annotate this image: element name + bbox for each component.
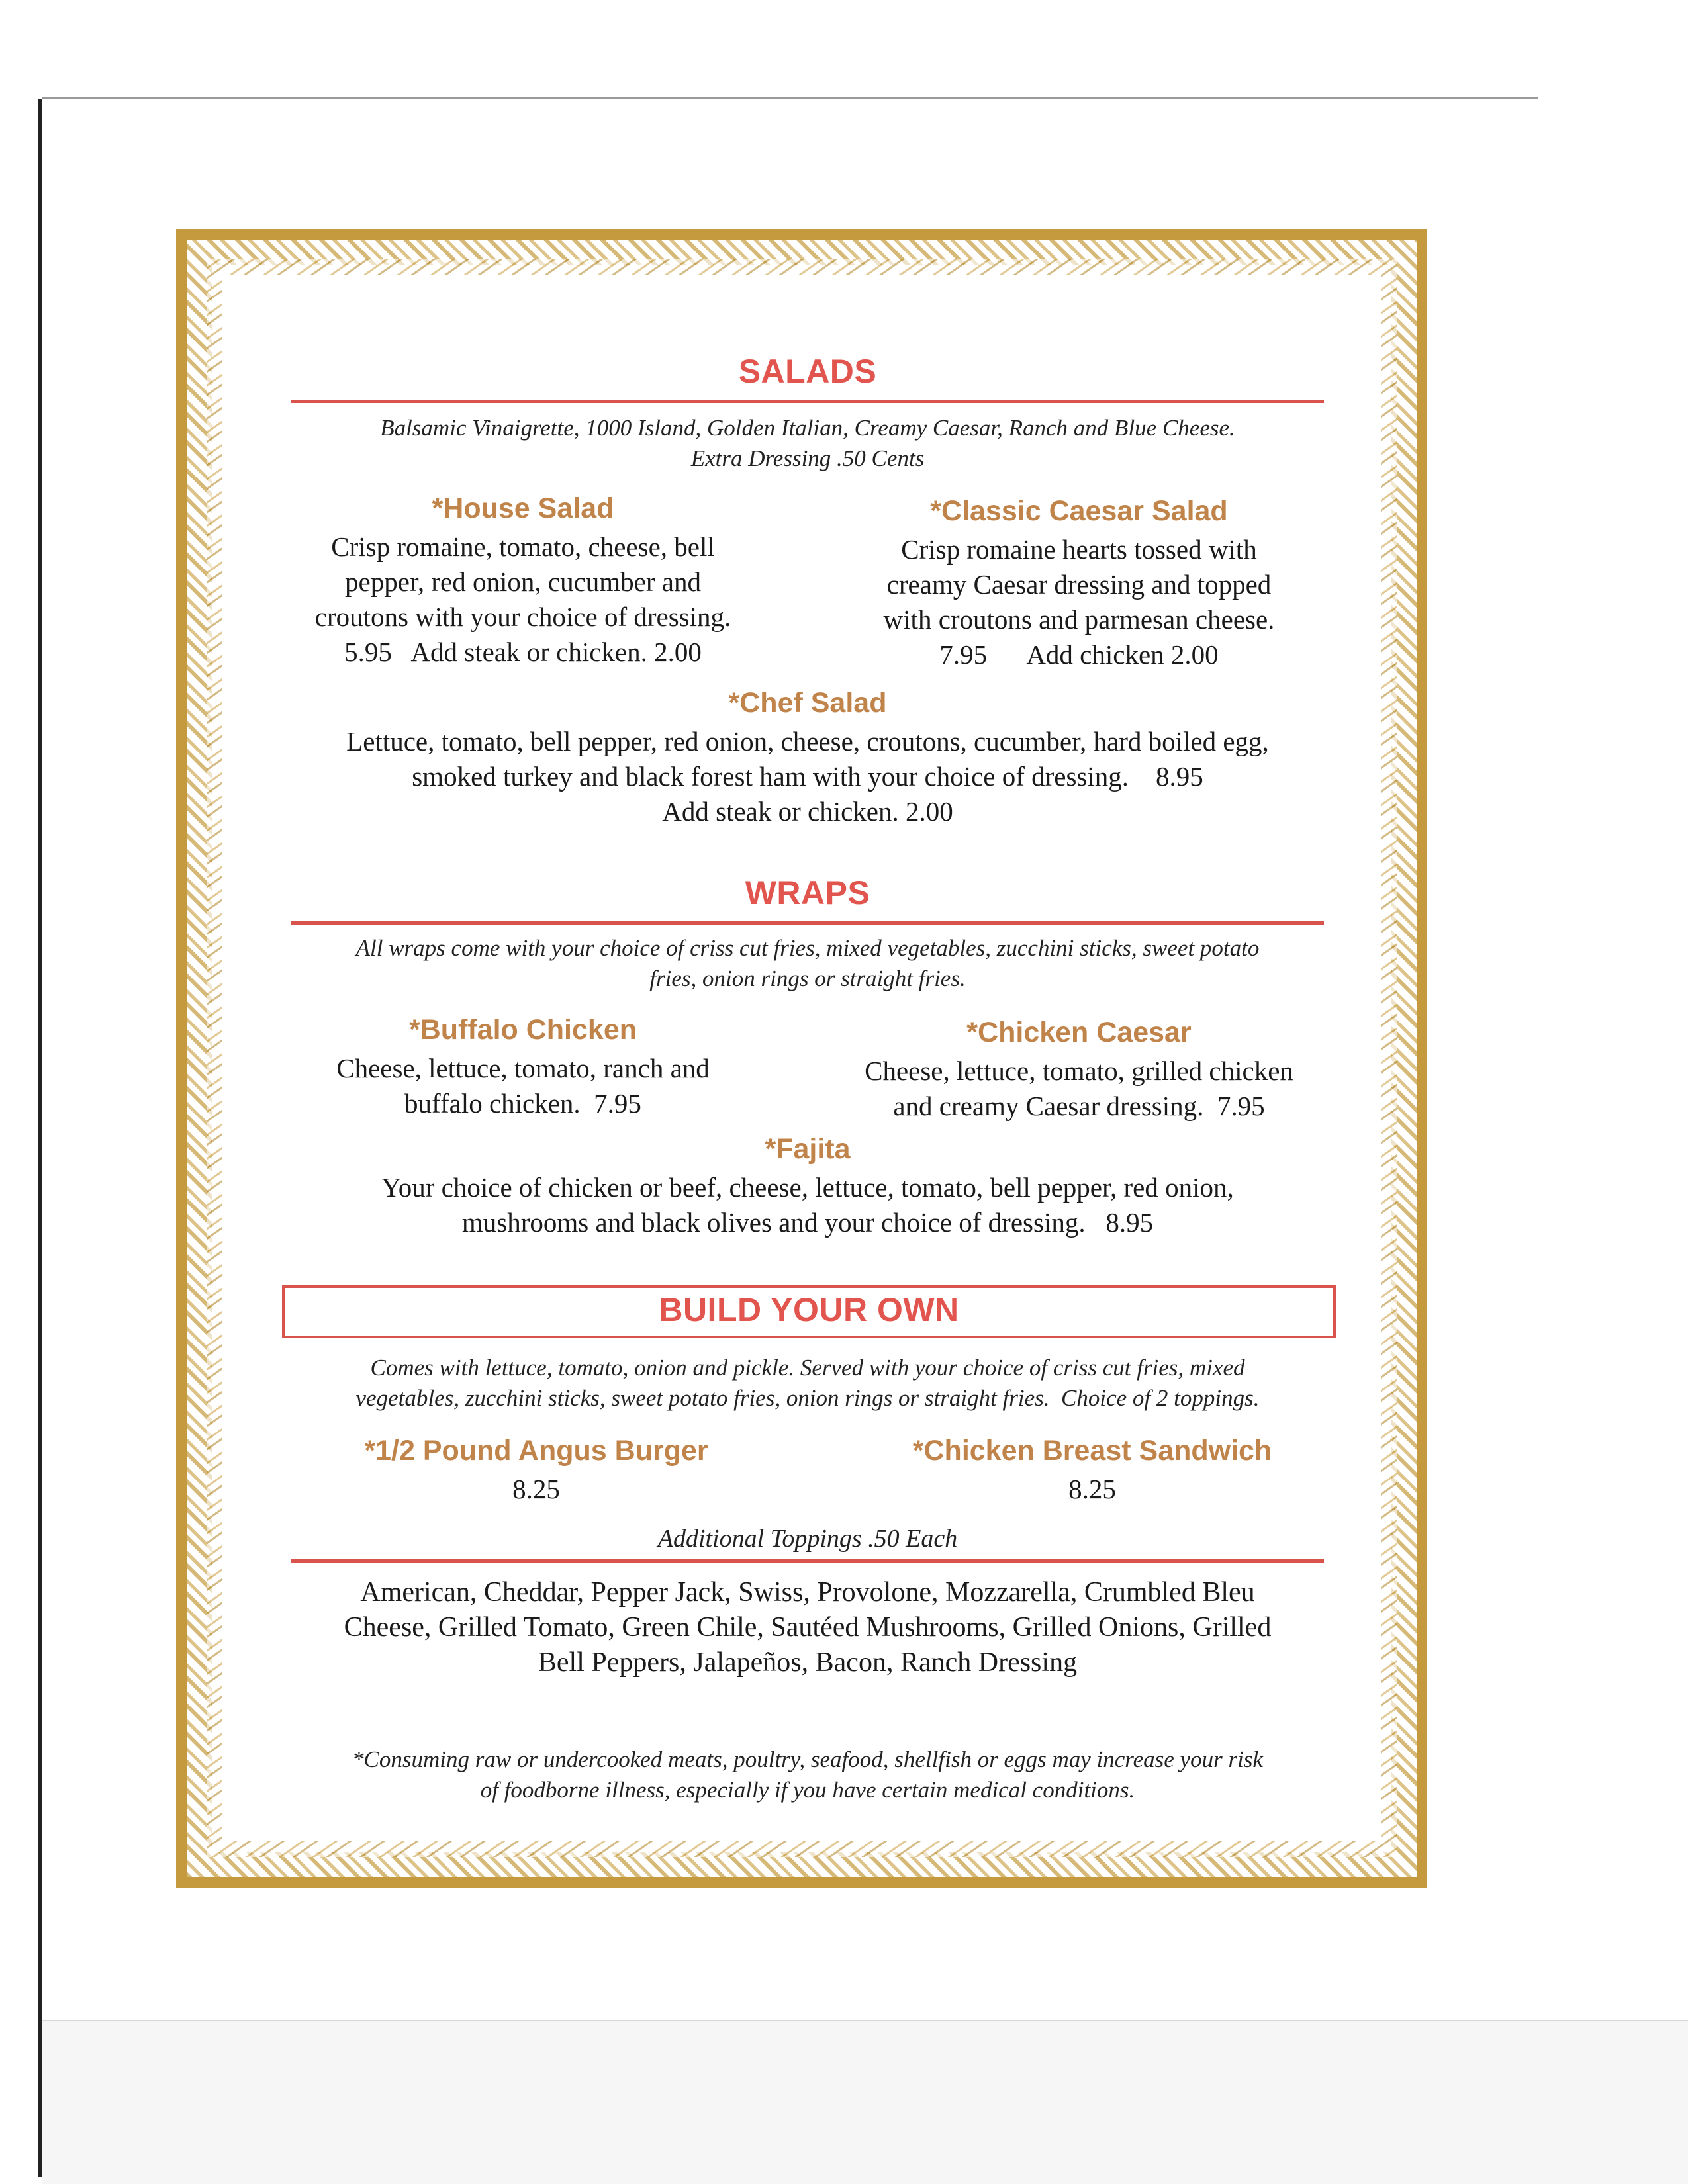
toppings-rule [291, 1559, 1324, 1563]
desc-line: Cheese, lettuce, tomato, ranch and [336, 1053, 710, 1083]
buffalo-chicken-title: *Buffalo Chicken [408, 1014, 637, 1046]
consumer-advisory [278, 1745, 1337, 1805]
fajita-title: *Fajita [765, 1133, 851, 1165]
desc-line: Your choice of chicken or beef, cheese, lettuce, tomato, bell pepper, red onion, [381, 1172, 1234, 1203]
wraps-rule [291, 921, 1324, 925]
toppings-line: American, Cheddar, Pepper Jack, Swiss, Provolone, Mozzarella, Crumbled Bleu [360, 1577, 1255, 1608]
desc-line: Lettuce, tomato, bell pepper, red onion, cheese, croutons, cucumber, hard boiled egg, [346, 726, 1269, 756]
desc-line: pepper, red onion, cucumber and [345, 567, 701, 597]
note-line: vegetables, zucchini sticks, sweet potato fries, onion rings or straight fries. Choice of 2 toppings. [355, 1385, 1260, 1411]
classic-caesar-title: *Classic Caesar Salad [930, 495, 1228, 527]
desc-line-price: buffalo chicken. 7.95 [404, 1088, 641, 1118]
toppings-line: Cheese, Grilled Tomato, Green Chile, Sautéed Mushrooms, Grilled Onions, Grilled [344, 1612, 1272, 1643]
desc-line: Cheese, lettuce, tomato, grilled chicken [865, 1056, 1293, 1086]
house-salad-title: *House Salad [432, 492, 614, 524]
note-line: fries, onion rings or straight fries. [649, 966, 966, 991]
fajita-desc [278, 1170, 1337, 1240]
desc-line: smoked turkey and black forest ham with your choice of dressing. 8.95 [412, 761, 1203, 792]
angus-burger-price: 8.25 [512, 1474, 560, 1504]
dressings-line: Balsamic Vinaigrette, 1000 Island, Golden Italian, Creamy Caesar, Ranch and Blue Cheese. [380, 415, 1235, 441]
desc-line: Add steak or chicken. 2.00 [662, 796, 953, 827]
chicken-caesar-title: *Chicken Caesar [966, 1017, 1192, 1048]
wraps-heading: WRAPS [745, 874, 870, 911]
desc-line-price: 7.95 Add chicken 2.00 [939, 639, 1219, 670]
desc-line: croutons with your choice of dressing. [314, 602, 731, 632]
toppings-line: Bell Peppers, Jalapeños, Bacon, Ranch Dressing [538, 1647, 1078, 1678]
note-line: Comes with lettuce, tomato, onion and pickle. Served with your choice of criss cut fries, mixed [370, 1355, 1245, 1381]
salads-heading: SALADS [738, 353, 877, 390]
desc-line-price: and creamy Caesar dressing. 7.95 [893, 1091, 1265, 1121]
chicken-caesar-desc [814, 1054, 1344, 1124]
desc-line: with croutons and parmesan cheese. [883, 604, 1275, 635]
chicken-breast-sandwich-title: *Chicken Breast Sandwich [912, 1435, 1272, 1467]
desc-line: creamy Caesar dressing and topped [886, 569, 1272, 600]
buffalo-chicken-desc [271, 1051, 774, 1121]
desc-line: Crisp romaine hearts tossed with [901, 534, 1257, 565]
salads-rule [291, 400, 1324, 403]
desc-line-price: mushrooms and black olives and your choice of dressing. 8.95 [461, 1207, 1154, 1238]
advisory-line: *Consuming raw or undercooked meats, poultry, seafood, shellfish or eggs may increase your risk [352, 1747, 1263, 1772]
desc-line: Crisp romaine, tomato, cheese, bell [331, 531, 715, 562]
angus-burger-title: *1/2 Pound Angus Burger [364, 1435, 708, 1467]
toppings-list [278, 1575, 1337, 1680]
build-note [291, 1353, 1324, 1414]
additional-toppings-title: Additional Toppings .50 Each [657, 1525, 958, 1553]
chicken-breast-sandwich-price: 8.25 [1068, 1474, 1116, 1504]
classic-caesar-desc [827, 532, 1331, 672]
chef-salad-title: *Chef Salad [728, 687, 887, 719]
extra-dressing-line: Extra Dressing .50 Cents [690, 445, 925, 471]
note-line: All wraps come with your choice of criss cut fries, mixed vegetables, zucchini sticks, sweet potato [355, 935, 1260, 961]
house-salad-desc [271, 529, 774, 670]
chef-salad-desc [278, 724, 1337, 829]
desc-line-price: 5.95 Add steak or chicken. 2.00 [344, 637, 702, 667]
advisory-line: of foodborne illness, especially if you have certain medical conditions. [480, 1777, 1135, 1803]
build-your-own-heading: BUILD YOUR OWN [659, 1291, 959, 1328]
wraps-note [291, 933, 1324, 994]
salads-dressings [291, 413, 1324, 474]
